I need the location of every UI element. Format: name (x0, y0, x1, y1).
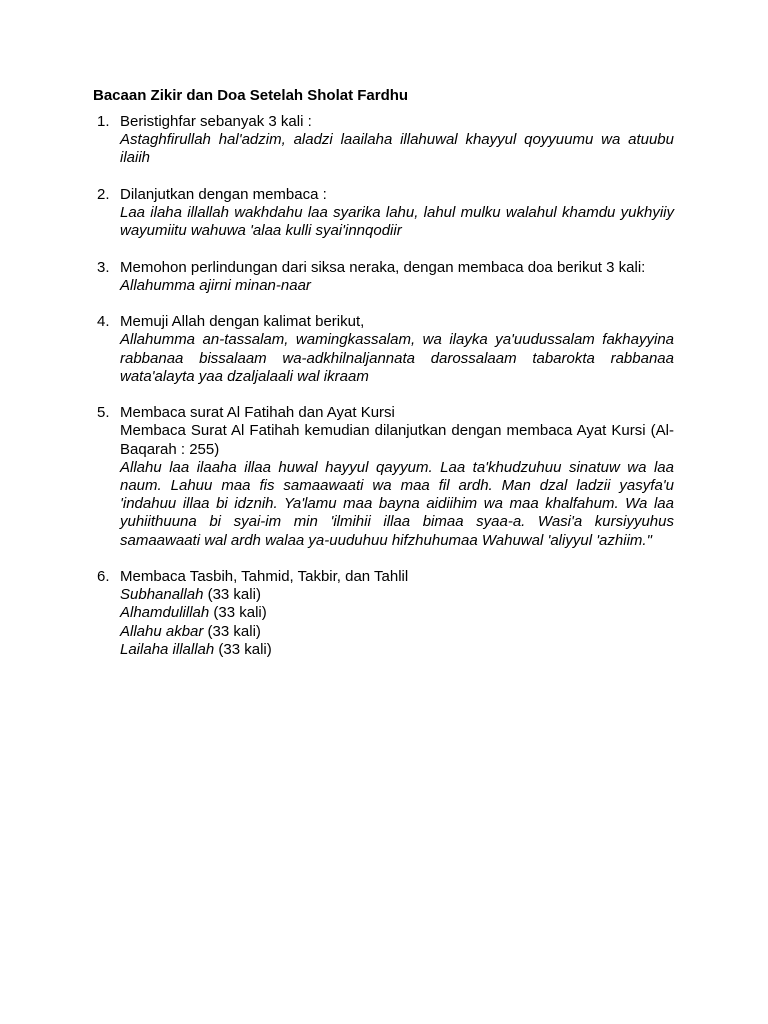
step-number: 1. (97, 113, 110, 130)
dzikir-count: (33 kali) (203, 622, 261, 640)
list-item (93, 259, 674, 295)
dzikir-count: (33 kali) (214, 640, 272, 658)
dzikir-line (120, 586, 674, 604)
step-heading: Membaca Tasbih, Tahmid, Takbir, dan Tahlil (120, 568, 409, 585)
document-page (93, 85, 674, 677)
list-item (93, 186, 674, 241)
list-item (93, 404, 674, 550)
dzikir-phrase: Subhanallah (120, 586, 204, 604)
step-recitation: Laa ilaha illallah wakhdahu laa syarika lahu, lahul mulku walahul khamdu yukhyiiy wayumiitu wahuwa 'alaa kulli syai'innqodiir (120, 204, 674, 240)
document-title: Bacaan Zikir dan Doa Setelah Sholat Fardhu (93, 87, 409, 104)
step-recitation: Astaghfirullah hal'adzim, aladzi laailaha illahuwal khayyul qoyyuumu wa atuubu ilaiih (120, 131, 674, 167)
dzikir-phrase: Allahu akbar (120, 622, 204, 640)
step-heading: Memuji Allah dengan kalimat berikut, (120, 313, 365, 331)
step-number: 6. (97, 568, 110, 585)
step-heading: Membaca surat Al Fatihah dan Ayat Kursi (120, 404, 395, 422)
step-number: 3. (97, 258, 110, 276)
dzikir-line (120, 641, 674, 659)
step-number: 5. (97, 404, 110, 422)
list-item (93, 113, 674, 168)
step-heading: Memohon perlindungan dari siksa neraka, dengan membaca doa berikut 3 kali: (120, 258, 646, 276)
step-heading: Beristighfar sebanyak 3 kali : (120, 113, 312, 130)
step-description: Membaca Surat Al Fatihah kemudian dilanjutkan dengan membaca Ayat Kursi (Al-Baqarah : 255) (120, 422, 674, 458)
dzikir-line (120, 623, 674, 641)
step-number: 2. (97, 185, 110, 203)
list-item (93, 568, 674, 659)
step-recitation: Allahumma an-tassalam, wamingkassalam, wa ilayka ya'uudussalam fakhayyina rabbanaa bissalaam wa-adkhilnaljannata darossalaam tabarokta rabbanaa wata'alayta yaa dzaljalaali wal ikraam (120, 331, 674, 385)
step-heading: Dilanjutkan dengan membaca : (120, 185, 327, 203)
steps-list (93, 113, 674, 659)
dzikir-phrase: Alhamdulillah (120, 604, 210, 622)
dzikir-line (120, 604, 674, 622)
dzikir-count: (33 kali) (203, 586, 261, 604)
dzikir-count: (33 kali) (209, 604, 267, 622)
step-number: 4. (97, 313, 110, 331)
step-recitation: Allahu laa ilaaha illaa huwal hayyul qayyum. Laa ta'khudzuhuu sinatuw wa laa naum. Lahuu maa fis samaawaati wa maa fil ardh. Man dzal ladzii yasyfa'u 'indahuu illaa bi idznih. Ya'lamu maa bayna aidiihim wa maa khalfahum. Wa laa yuhiithuuna bi syai-im min 'ilmihii illaa bimaa syaa-a. Wasi'a kursiyyuhus samaawaati wal ardh walaa ya-uuduhuu hifzhuhumaa Wahuwal 'aliyyul 'azhiim." (120, 458, 674, 549)
dzikir-phrase: Lailaha illallah (120, 640, 215, 658)
list-item (93, 313, 674, 386)
step-recitation: Allahumma ajirni minan-naar (120, 276, 311, 294)
